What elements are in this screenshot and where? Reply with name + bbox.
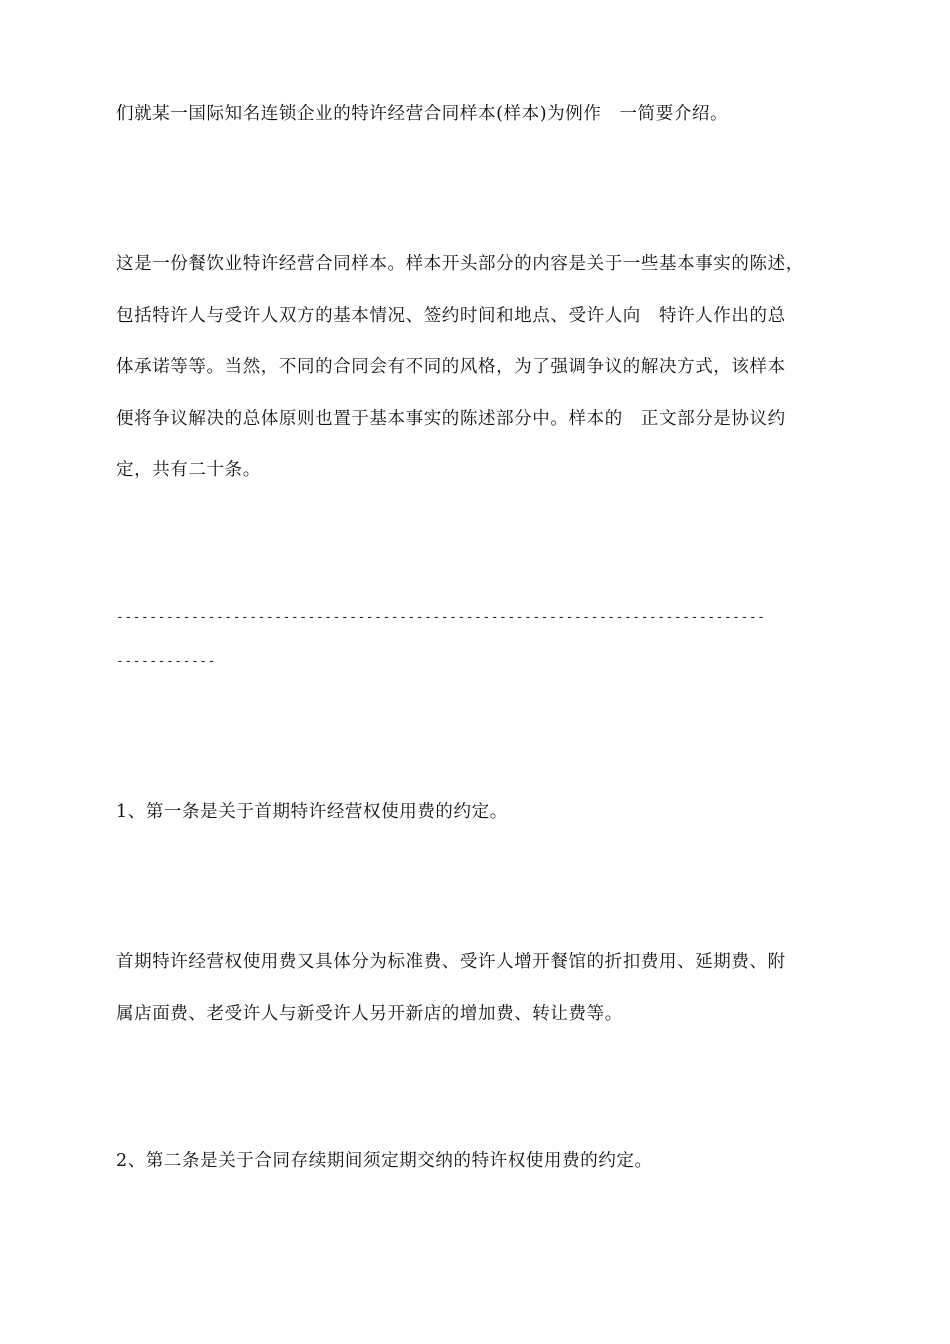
section1-heading-text: 1、第一条是关于首期特许经营权使用费的约定。 xyxy=(116,802,508,822)
overview-line-3: 体承诺等等。当然，不同的合同会有不同的风格，为了强调争议的解决方式，该样本 xyxy=(116,357,786,377)
section2-heading-text: 2、第二条是关于合同存续期间须定期交纳的特许权使用费的约定。 xyxy=(116,1151,653,1171)
intro-line: 们就某一国际知名连锁企业的特许经营合同样本(样本)为例作 一简要介绍。 xyxy=(116,104,729,124)
section1-line-1: 首期特许经营权使用费又具体分为标准费、受许人增开餐馆的折扣费用、延期费、附 xyxy=(116,952,786,972)
section1-heading xyxy=(116,787,851,839)
overview-line-1: 这是一份餐饮业特许经营合同样本。样本开头部分的内容是关于一些基本事实的陈述， xyxy=(116,254,804,274)
overview-line-2: 包括特许人与受许人双方的基本情况、签约时间和地点、受许人向 特许人作出的总 xyxy=(116,305,786,326)
separator-line-1: ------------------------------------------------------------------------------ xyxy=(116,610,766,625)
overview-line-5: 定，共有二十条。 xyxy=(116,460,261,480)
overview-paragraph xyxy=(116,239,851,497)
section1-paragraph xyxy=(116,937,851,1040)
section2-heading xyxy=(116,1136,851,1188)
separator-line-2: ------------ xyxy=(116,654,216,669)
intro-paragraph xyxy=(116,89,851,141)
overview-line-4: 便将争议解决的总体原则也置于基本事实的陈述部分中。样本的 正文部分是协议约 xyxy=(116,408,786,429)
section1-line-2: 属店面费、老受许人与新受许人另开新店的增加费、转让费等。 xyxy=(116,1003,623,1024)
